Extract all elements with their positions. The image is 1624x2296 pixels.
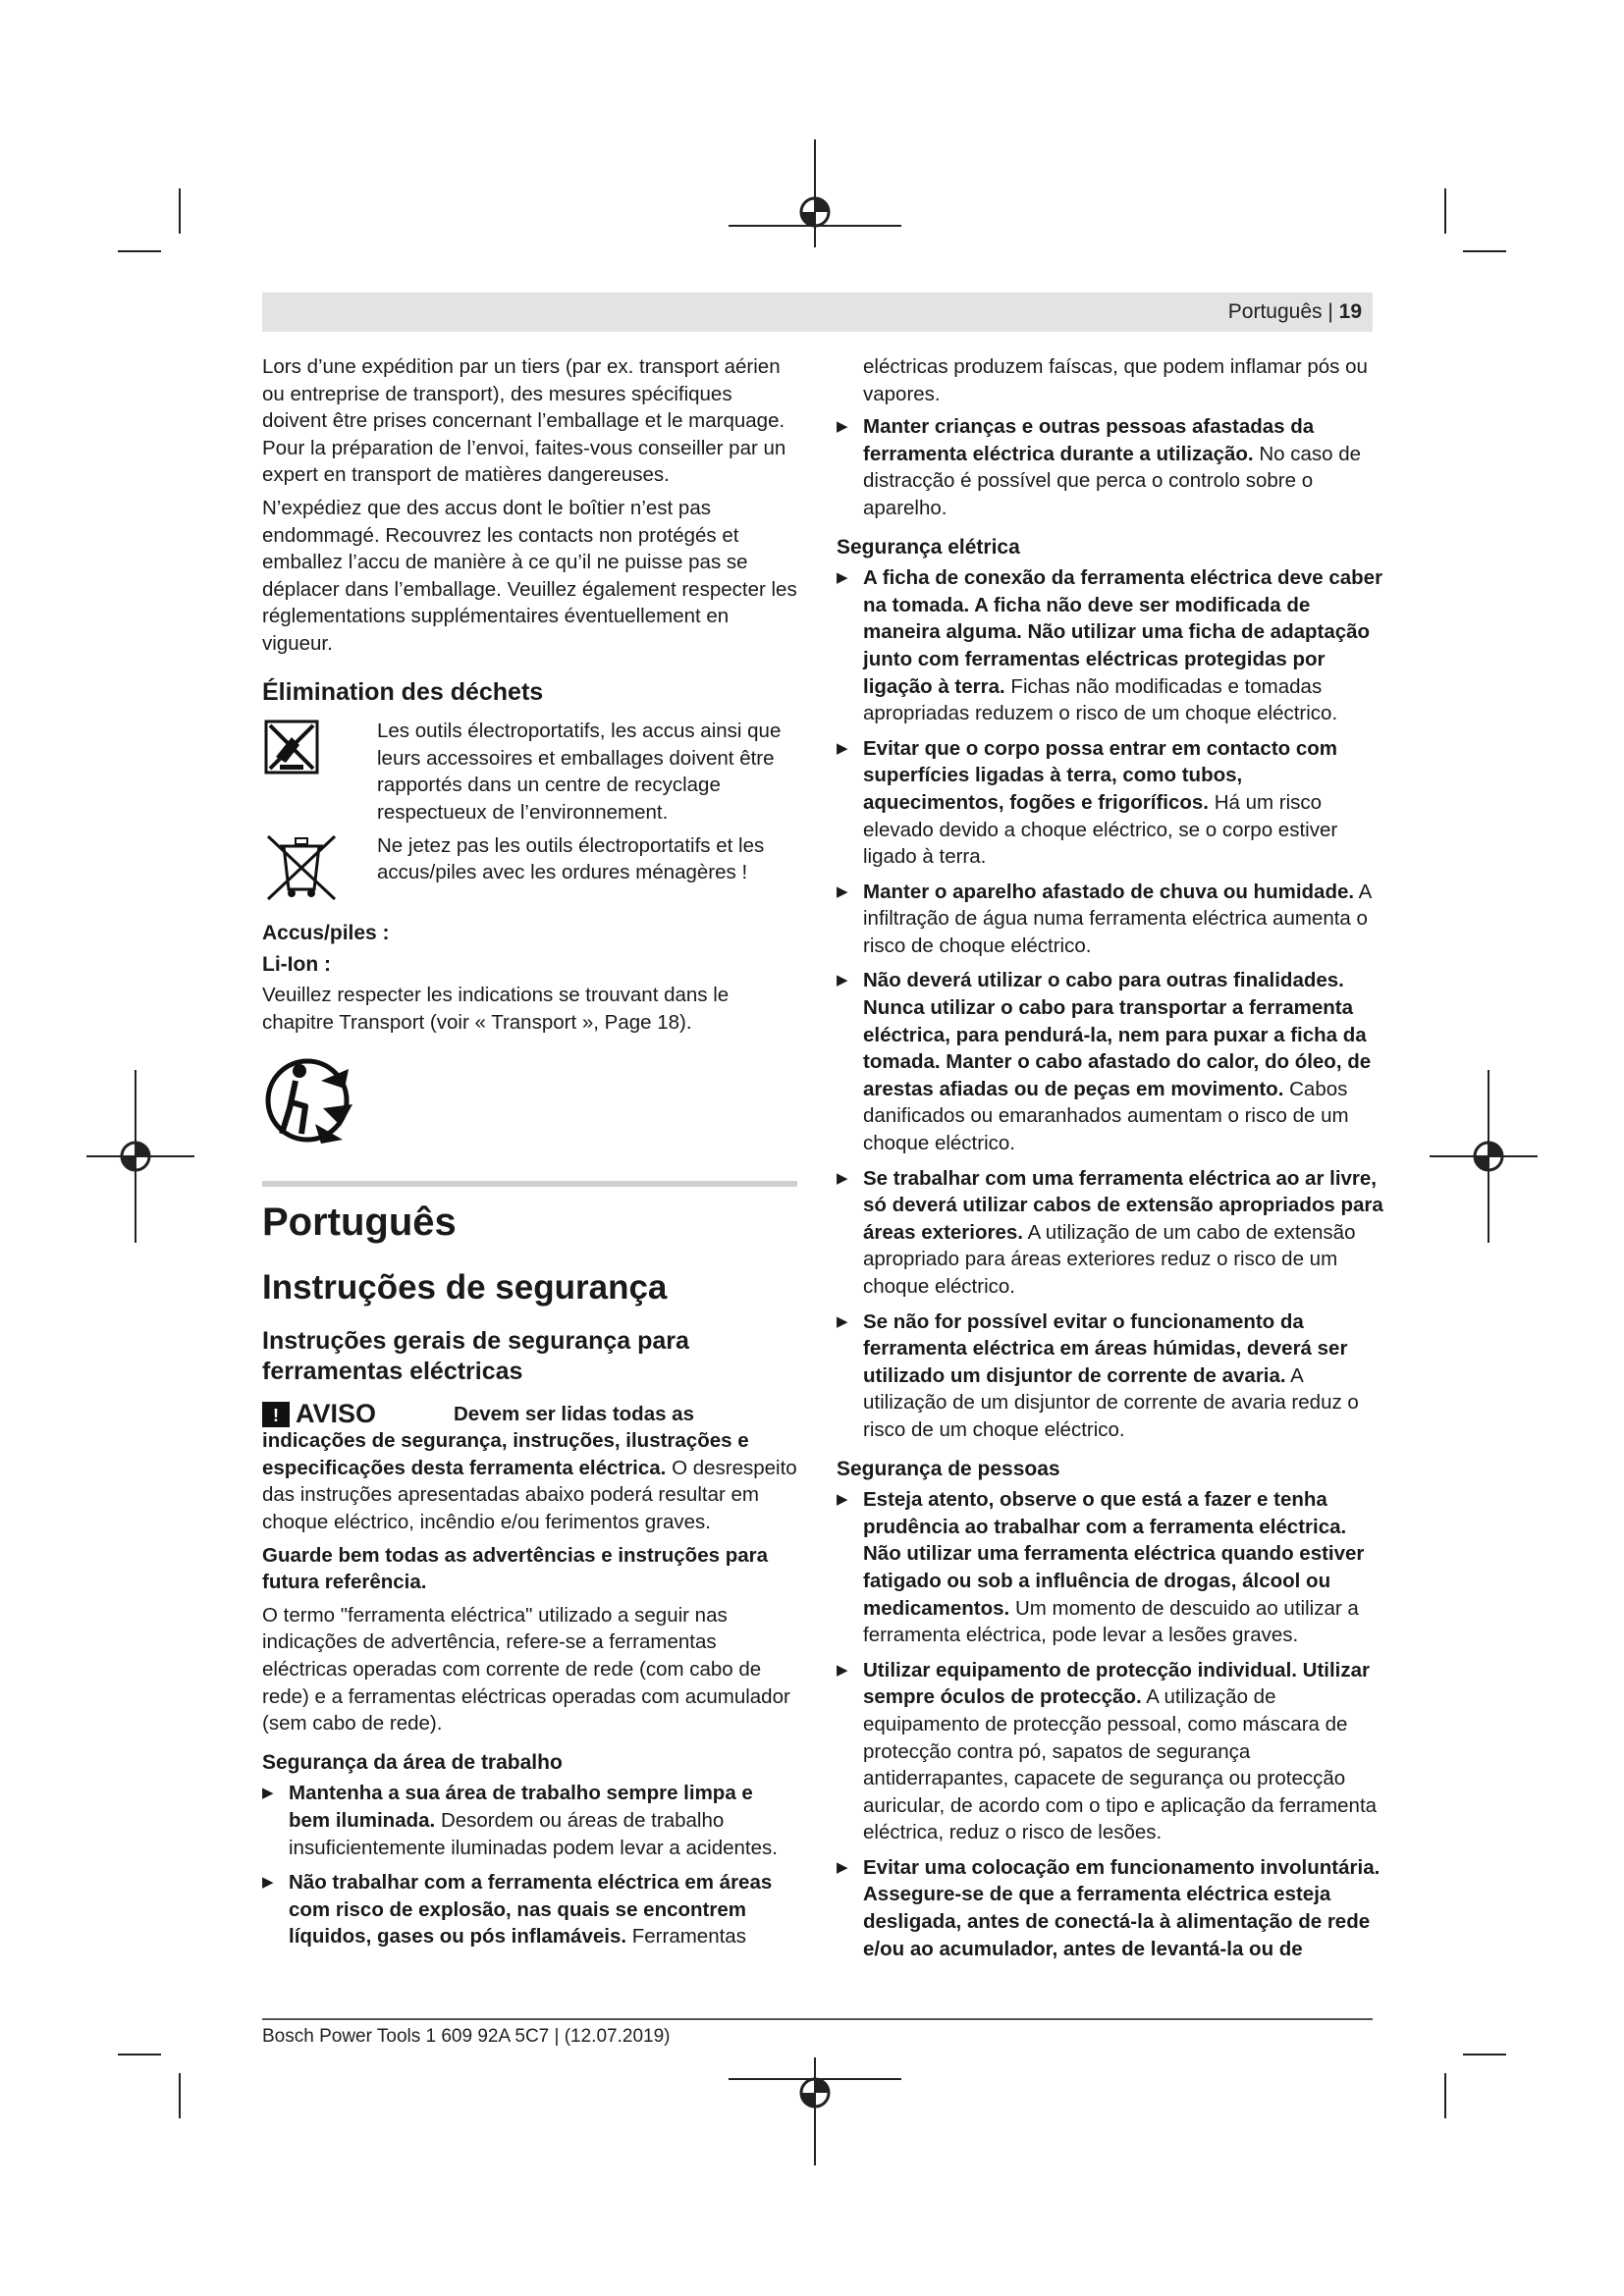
list-item (262, 1869, 797, 1950)
list-item (837, 564, 1386, 727)
bullet-text: A utilização de um disjuntor de corrente de avaria reduz o risco de um choque eléctrico. (863, 1363, 1359, 1441)
disposal-heading: Élimination des déchets (262, 677, 544, 706)
registration-mark-icon (86, 1070, 194, 1243)
bullet-text: A utilização de um cabo de extensão apropriado para áreas exteriores reduz o risco de um choque eléctrico. (863, 1220, 1356, 1298)
warning-bold: Devem ser lidas todas as indicações de segurança, instruções, ilustrações e especificações desta ferramenta eléctrica. (262, 1402, 749, 1479)
continued-text: eléctricas produzem faíscas, que podem inflamar pós ou vapores. (863, 355, 1368, 405)
disposal-warning: Ne jetez pas les outils électroportatifs et les accus/piles avec les ordures ménagères ! (377, 833, 765, 884)
warning-label (262, 1401, 459, 1428)
list-item (837, 1657, 1386, 1846)
batteries-label: Accus/piles : (262, 922, 390, 945)
weee-symbol (262, 832, 355, 909)
bullet-text: Há um risco elevado devido a choque eléctrico, se o corpo estiver ligado à terra. (863, 790, 1338, 869)
page-header-band (262, 293, 1373, 332)
crossed-tool-icon (262, 718, 321, 776)
paragraph: Veuillez respecter les indications se trouvant dans le chapitre Transport (voir « Transport », Page 18). (262, 984, 730, 1034)
language-title: Português (262, 1201, 457, 1245)
list-item (837, 879, 1386, 960)
bullet-text: Desordem ou áreas de trabalho insuficientemente iluminadas podem levar a acidentes. (289, 1808, 778, 1859)
bullet-text: Cabos danificados ou emaranhados aumentam o risco de um choque eléctrico. (863, 1077, 1349, 1155)
crossed-bin-icon (262, 832, 341, 901)
electrical-safety-heading: Segurança elétrica (837, 535, 1020, 559)
bullet-text: No caso de distracção é possível que perca o controlo sobre o aparelho. (863, 442, 1362, 519)
triman-recycling-icon (262, 1049, 370, 1157)
crop-mark (1463, 2054, 1506, 2056)
registration-mark-icon (1430, 1070, 1538, 1243)
list-item (262, 1780, 797, 1861)
bullet-bold: Se trabalhar com uma ferramenta eléctrica ao ar livre, só deverá utilizar cabos de extensão apropriados para áreas exteriores. (863, 1166, 1383, 1244)
list-item (837, 1486, 1386, 1649)
safety-title: Instruções de segurança (262, 1268, 668, 1308)
page-footer: Bosch Power Tools 1 609 92A 5C7 | (12.07.2019) (262, 2026, 671, 2047)
warning-body: O desrespeito das instruções apresentadas abaixo poderá resultar em choque eléctrico, incêndio e/ou ferimentos graves. (262, 1456, 797, 1534)
page-header: Português | 19 (1227, 300, 1362, 323)
section-divider (262, 1181, 797, 1187)
bullet-bold: A ficha de conexão da ferramenta eléctrica deve caber na tomada. A ficha não deve ser modificada de maneira alguma. Não utilizar uma ficha de adaptação junto com ferramentas eléctricas protegidas por ligação à terra. (863, 566, 1383, 698)
general-safety-title: Instruções gerais de segurança para ferramentas eléctricas (262, 1327, 689, 1386)
crop-mark (1463, 250, 1506, 252)
list-item (837, 735, 1386, 871)
list-item (837, 1308, 1386, 1444)
header-language: Português (1227, 300, 1323, 323)
right-column (837, 353, 1386, 1970)
bullet-text: Um momento de descuido ao utilizar a ferramenta eléctrica, pode levar a lesões graves. (863, 1596, 1359, 1647)
registration-mark-icon (729, 139, 901, 247)
bullet-bold: Não trabalhar com a ferramenta eléctrica em áreas com risco de explosão, nas quais se encontrem líquidos, gases ou pós inflamáveis. (289, 1871, 773, 1949)
bullet-bold: Mantenha a sua área de trabalho sempre limpa e bem iluminada. (289, 1782, 753, 1832)
bullet-bold: Esteja atento, observe o que está a fazer e tenha prudência ao trabalhar com a ferramenta eléctrica. Não utilizar uma ferramenta eléctrica quando estiver fatigado ou sob a influência de drogas, álcool ou medicamentos. (863, 1488, 1365, 1620)
bullet-bold: Manter o aparelho afastado de chuva ou humidade. (863, 880, 1355, 903)
bullet-text: A utilização de equipamento de protecção pessoal, como máscara de protecção contra pó, sapatos de segurança antiderrapantes, capacete de segurança ou protecção auricular, de acordo com o tipo e aplicação da ferramenta eléctrica, reduz o risco de lesões. (863, 1685, 1378, 1844)
bullet-bold: Manter crianças e outras pessoas afastadas da ferramenta eléctrica durante a utilização. (863, 415, 1315, 465)
list-item (837, 413, 1386, 521)
bullet-bold: Se não for possível evitar o funcionamento da ferramenta eléctrica em áreas húmidas, deverá ser utilizado um disjuntor de corrente de avaria. (863, 1309, 1348, 1387)
bullet-bold: Evitar que o corpo possa entrar em contacto com superfícies ligadas à terra, como tubos, aquecimentos, fogões e frigoríficos. (863, 736, 1338, 814)
list-item (837, 967, 1386, 1156)
crop-mark (118, 2054, 161, 2056)
bullet-text: Fichas não modificadas e tomadas apropriadas reduzem o risco de um choque eléctrico. (863, 674, 1338, 725)
registration-mark-icon (729, 2057, 901, 2165)
bullet-bold: Utilizar equipamento de protecção individual. Utilizar sempre óculos de protecção. (863, 1658, 1371, 1709)
left-column (262, 353, 797, 1958)
footer-rule (262, 2018, 1373, 2020)
crop-mark (1444, 188, 1446, 234)
paragraph: Lors d’une expédition par un tiers (par ex. transport aérien ou entreprise de transport), des mesures spécifiques doivent être prises concernant l’emballage et le marquage. Pour la préparation de l’envoi, faites-vous conseiller par un expert en transport de matières dangereuses. (262, 355, 786, 487)
list-item (837, 1854, 1386, 1962)
liion-label: Li-Ion : (262, 952, 331, 976)
work-area-heading: Segurança da área de trabalho (262, 1750, 563, 1774)
bullet-text: A infiltração de água numa ferramenta eléctrica aumenta o risco de choque eléctrico. (863, 880, 1372, 957)
page-number: 19 (1338, 300, 1362, 323)
crop-mark (118, 250, 161, 252)
list-item (837, 1165, 1386, 1301)
recycling-bin-symbol (262, 718, 355, 831)
bullet-bold: Evitar uma colocação em funcionamento involuntária. Assegure-se de que a ferramenta eléctrica esteja desligada, antes de conectá-la à alimentação de rede e/ou ao acumulador, antes de levantá-la ou de (863, 1855, 1380, 1960)
personal-safety-heading: Segurança de pessoas (837, 1457, 1060, 1480)
keep-instructions: Guarde bem todas as advertências e instruções para futura referência. (262, 1543, 768, 1594)
warning-icon: ! (262, 1402, 290, 1427)
crop-mark (179, 188, 181, 234)
crop-mark (179, 2073, 181, 2118)
warning-text: AVISO (296, 1399, 377, 1429)
disposal-text: Les outils électroportatifs, les accus ainsi que leurs accessoires et emballages doivent être rapportés dans un centre de recyclage respectueux de l’environnement. (377, 720, 782, 824)
bullet-text: Ferramentas (631, 1925, 746, 1949)
bullet-bold: Não deverá utilizar o cabo para outras finalidades. Nunca utilizar o cabo para transportar a ferramenta eléctrica, para pendurá-la, nem para puxar a ficha da tomada. Manter o cabo afastado do calor, do óleo, de arestas afiadas ou de peças em movimento. (863, 969, 1372, 1100)
paragraph: O termo "ferramenta eléctrica" utilizado a seguir nas indicações de advertência, refere-se a ferramentas eléctricas operadas com corrente de rede (com cabo de rede) e a ferramentas eléctricas operadas com acumulador (sem cabo de rede). (262, 1603, 790, 1735)
paragraph: N’expédiez que des accus dont le boîtier n’est pas endommagé. Recouvrez les contacts non protégés et emballez l’accu de manière à ce qu’il ne puisse pas se déplacer dans l’emballage. Veuillez également respecter les réglementations supplémentaires éventuellement en vigueur. (262, 496, 797, 655)
crop-mark (1444, 2073, 1446, 2118)
